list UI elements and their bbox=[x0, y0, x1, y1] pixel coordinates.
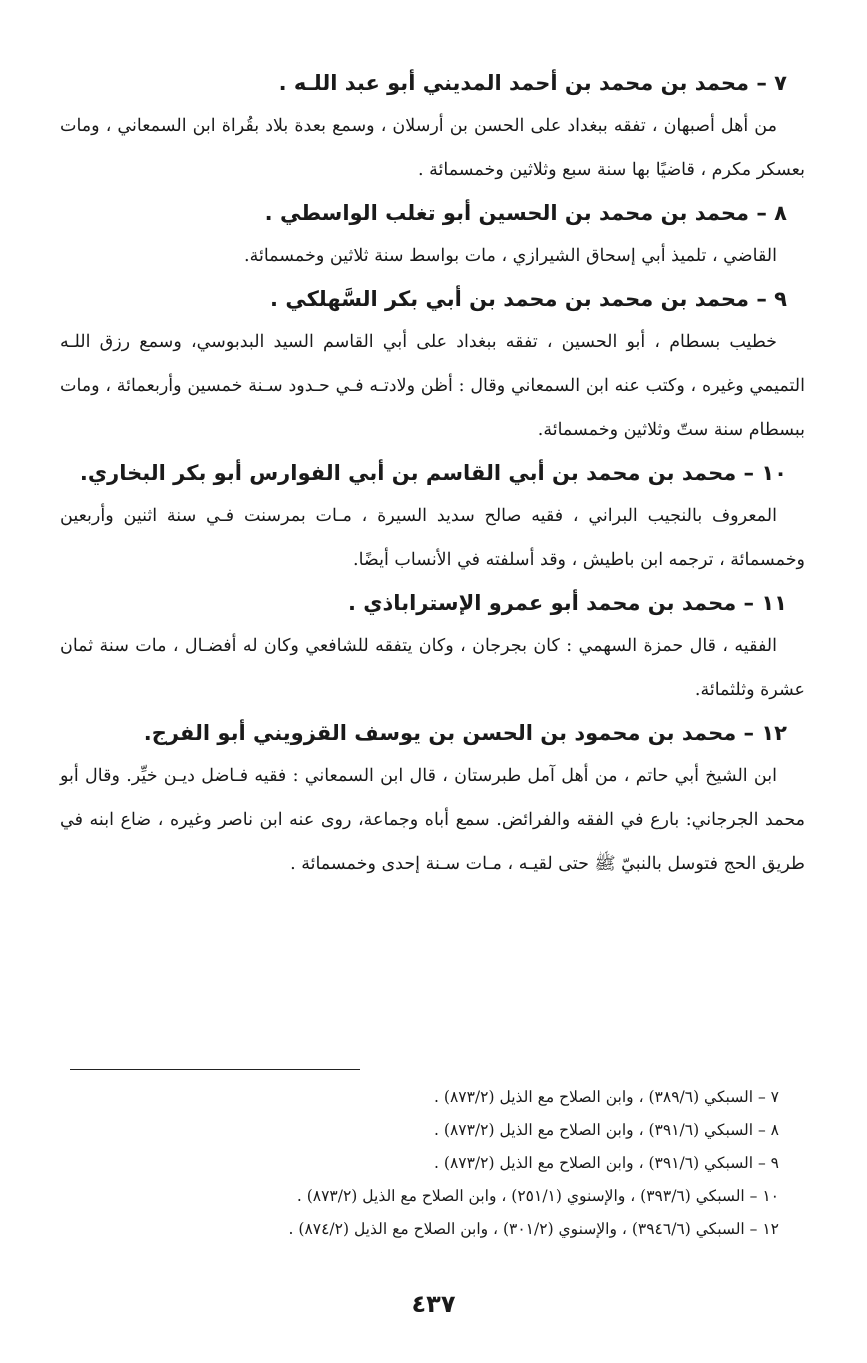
entry-text: من أهل أصبهان ، تفقه ببغداد على الحسن بن أرسلان ، وسمع بعدة بلاد بقُراة ابن السمعاني ، ومات بعسكر مكرم ، قاضيًا بها سنة سبع وثلاثين وخمسمائة . bbox=[60, 116, 805, 180]
footnote: ٩ – السبكي (٣٩١/٦) ، وابن الصلاح مع الذيل (٨٧٣/٢) . bbox=[434, 1154, 779, 1172]
entry-heading: ٨ – محمد بن محمد بن الحسين أبو تغلب الواسطي . bbox=[264, 201, 787, 225]
footnote: ١٠ – السبكي (٣٩٣/٦) ، والإسنوي (٢٥١/١) ، وابن الصلاح مع الذيل (٨٧٣/٢) . bbox=[296, 1187, 779, 1205]
entry-heading: ١٢ – محمد بن محمود بن الحسن بن يوسف القزويني أبو الفرج. bbox=[143, 721, 787, 745]
entry-9 bbox=[60, 278, 805, 452]
entry-8 bbox=[60, 192, 805, 278]
entry-12 bbox=[60, 712, 805, 886]
footnote: ٧ – السبكي (٣٨٩/٦) ، وابن الصلاح مع الذيل (٨٧٣/٢) . bbox=[434, 1088, 779, 1106]
entry-heading: ٩ – محمد بن محمد بن محمد بن أبي بكر السَّهلكي . bbox=[270, 287, 787, 311]
entry-10 bbox=[60, 452, 805, 582]
footnote-divider bbox=[70, 1069, 360, 1070]
page-body bbox=[60, 62, 805, 886]
footnote: ١٢ – السبكي (٣٩٤٦/٦) ، والإسنوي (٣٠١/٢) ، وابن الصلاح مع الذيل (٨٧٤/٢) . bbox=[288, 1220, 779, 1238]
page-number: ٤٣٧ bbox=[411, 1290, 456, 1318]
entry-text: المعروف بالنجيب البراني ، فقيه صالح سديد السيرة ، مـات بمرسنت فـي سنة اثنين وأربعين وخمسمائة ، ترجمه ابن باطيش ، وقد أسلفته في الأنساب أيضًا. bbox=[60, 506, 805, 570]
entry-text: ابن الشيخ أبي حاتم ، من أهل آمل طبرستان ، قال ابن السمعاني : فقيه فـاضل ديـن خيِّر. وقال أبو محمد الجرجاني: بارع في الفقه والفرائض. سمع أباه وجماعة، روى عنه ابن ناصر وغيره ، ضاع ابنه في طريق الحج فتوسل بالنبيّ ﷺ حتى لقيـه ، مـات سـنة إحدى وخمسمائة . bbox=[60, 766, 805, 874]
entry-11 bbox=[60, 582, 805, 712]
entry-text: خطيب بسطام ، أبو الحسين ، تفقه ببغداد على أبي القاسم السيد البدبوسي، وسمع رزق اللـه التميمي وغيره ، وكتب عنه ابن السمعاني وقال : أظن ولادتـه فـي حـدود سـنة خمسين وأربعمائة ، ومات ببسطام سنة ستّ وثلاثين وخمسمائة. bbox=[60, 332, 805, 440]
footnote: ٨ – السبكي (٣٩١/٦) ، وابن الصلاح مع الذيل (٨٧٣/٢) . bbox=[434, 1121, 779, 1139]
entry-heading: ١١ – محمد بن محمد أبو عمرو الإستراباذي . bbox=[348, 591, 787, 615]
entry-heading: ١٠ – محمد بن محمد بن أبي القاسم بن أبي الفوارس أبو بكر البخاري. bbox=[79, 461, 787, 485]
entry-7 bbox=[60, 62, 805, 192]
entry-text: الفقيه ، قال حمزة السهمي : كان بجرجان ، وكان يتفقه للشافعي وكان له أفضـال ، مات سنة ثمان عشرة وثلثمائة. bbox=[60, 636, 805, 700]
footnotes bbox=[65, 1081, 805, 1246]
entry-heading: ٧ – محمد بن محمد بن أحمد المديني أبو عبد اللـه . bbox=[278, 71, 787, 95]
entry-text: القاضي ، تلميذ أبي إسحاق الشيرازي ، مات بواسط سنة ثلاثين وخمسمائة. bbox=[244, 246, 777, 266]
